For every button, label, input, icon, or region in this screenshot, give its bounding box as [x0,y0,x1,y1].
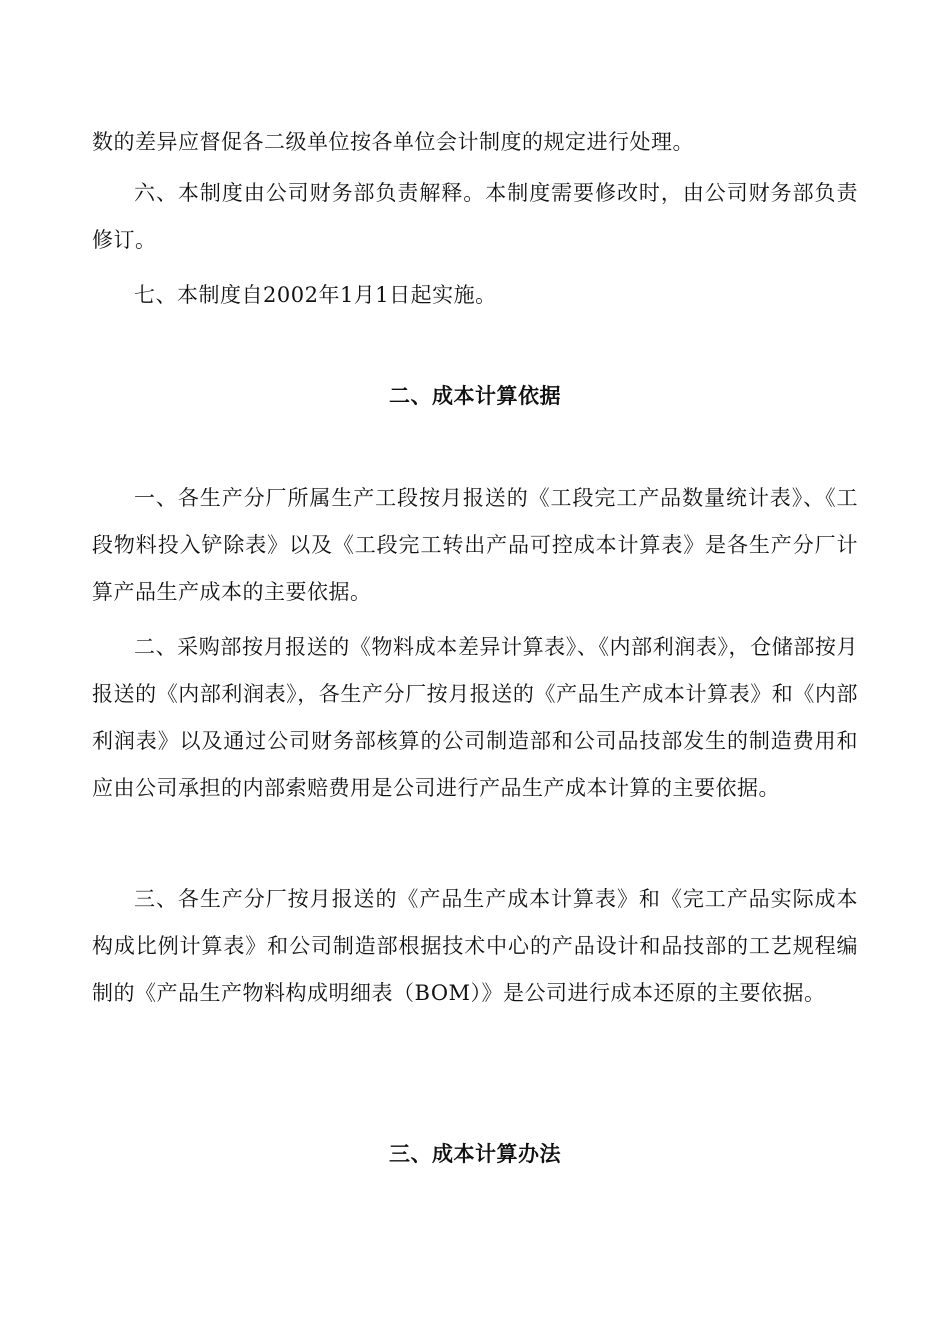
paragraph-basis-2: 二、采购部按月报送的《物料成本差异计算表》、《内部利润表》，仓储部按月报送的《内部利润表》，各生产分厂按月报送的《产品生产成本计算表》和《内部利润表》以及通过公司财务部核算的公司制造部和公司品技部发生的制造费用和应由公司承担的内部索赔费用是公司进行产品生产成本计算的主要依据。 [92,635,858,800]
paragraph-basis-3: 三、各生产分厂按月报送的《产品生产成本计算表》和《完工产品实际成本构成比例计算表》和公司制造部根据技术中心的产品设计和品技部的工艺规程编制的《产品生产物料构成明细表（BOM）》是公司进行成本还原的主要依据。 [92,887,858,1005]
paragraph-continued: 数的差异应督促各二级单位按各单位会计制度的规定进行处理。 [92,130,694,154]
section-heading-cost-basis: 二、成本计算依据 [389,384,561,408]
paragraph-basis-1: 一、各生产分厂所属生产工段按月报送的《工段完工产品数量统计表》、《工段物料投入铲除表》以及《工段完工转出产品可控成本计算表》是各生产分厂计算产品生产成本的主要依据。 [92,486,858,604]
paragraph-item-7: 七、本制度自2002年1月1日起实施。 [134,283,497,307]
section-heading-cost-method: 三、成本计算办法 [389,1142,561,1166]
paragraph-item-6: 六、本制度由公司财务部负责解释。本制度需要修改时，由公司财务部负责修订。 [92,181,858,252]
